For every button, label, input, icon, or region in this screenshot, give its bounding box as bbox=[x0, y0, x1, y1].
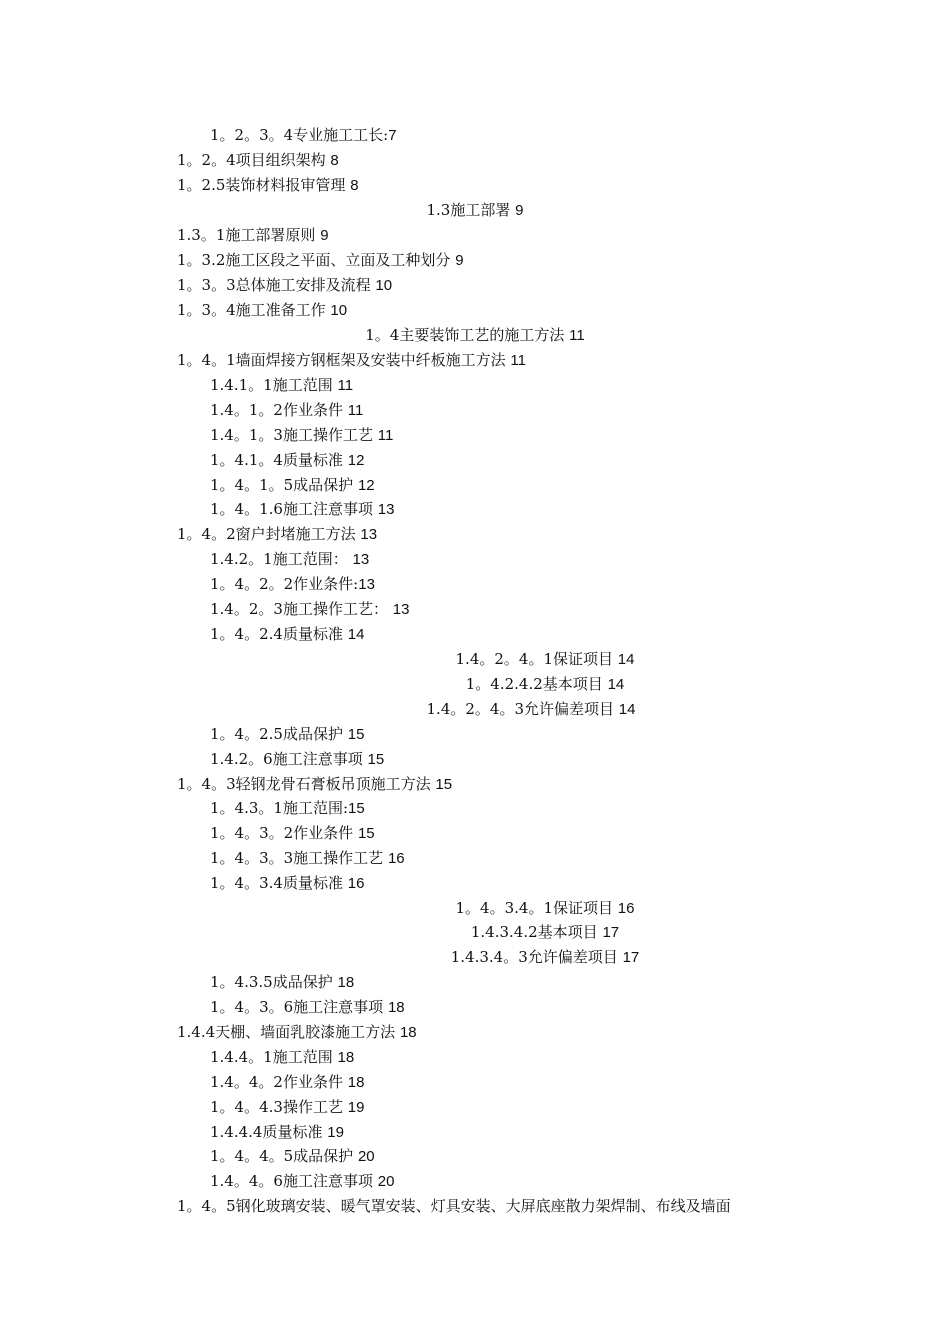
toc-entry-title: 1。4。3轻钢龙骨石膏板吊顶施工方法 bbox=[177, 775, 431, 793]
toc-page-number: 8 bbox=[330, 152, 339, 169]
toc-page-number: 12 bbox=[357, 477, 375, 494]
toc-entry-title: 1.4.2。6施工注意事项 bbox=[210, 750, 363, 768]
toc-entry-centered[interactable] bbox=[0, 898, 950, 919]
toc-entry-title: 1.4.3.4.2基本项目 bbox=[470, 923, 598, 941]
toc-page-number: 9 bbox=[455, 252, 464, 269]
toc-entry[interactable] bbox=[210, 873, 364, 894]
toc-entry-title: 1。4。3。3施工操作工艺 bbox=[210, 849, 384, 867]
toc-entry[interactable] bbox=[210, 1171, 394, 1192]
toc-entry-title: 1.4.2。1施工范围： bbox=[210, 550, 348, 568]
toc-page-number: 13 bbox=[392, 601, 410, 618]
toc-entry[interactable] bbox=[210, 425, 393, 446]
toc-entry-title: 1.4.4。1施工范围 bbox=[210, 1048, 333, 1066]
toc-entry-title: 1.4.4.4质量标准 bbox=[210, 1123, 323, 1141]
toc-page-number: 18 bbox=[337, 1049, 355, 1066]
toc-entry[interactable] bbox=[210, 599, 409, 620]
toc-page-number: 13 bbox=[352, 551, 370, 568]
toc-entry-title: 1。4.2.4.2基本项目 bbox=[465, 675, 603, 693]
toc-page-number: 10 bbox=[330, 302, 348, 319]
toc-page-number: 14 bbox=[617, 651, 635, 668]
toc-page-number: 19 bbox=[347, 1099, 365, 1116]
toc-page-number: 11 bbox=[510, 352, 526, 369]
toc-page-number: 17 bbox=[622, 949, 640, 966]
toc-entry-centered[interactable] bbox=[0, 649, 950, 670]
toc-page-number: 13 bbox=[377, 501, 395, 518]
toc-entry[interactable] bbox=[210, 375, 353, 396]
toc-entry-title: 1.3施工部署 bbox=[426, 201, 511, 219]
toc-entry[interactable] bbox=[210, 972, 354, 993]
toc-entry[interactable] bbox=[210, 1122, 344, 1143]
toc-entry[interactable] bbox=[210, 475, 375, 496]
toc-entry[interactable] bbox=[210, 1072, 364, 1093]
toc-entry-title: 1.4。4。6施工注意事项 bbox=[210, 1172, 373, 1190]
toc-entry-title: 1。3。3总体施工安排及流程 bbox=[177, 276, 371, 294]
toc-page-number: 16 bbox=[617, 900, 635, 917]
toc-entry-title: 1。4。2窗户封堵施工方法 bbox=[177, 525, 356, 543]
toc-page-number: 18 bbox=[387, 999, 405, 1016]
toc-entry-title: 1.4。2。4。1保证项目 bbox=[455, 650, 614, 668]
toc-entry-title: 1。4。3。2作业条件 bbox=[210, 824, 354, 842]
toc-page-number: 15 bbox=[357, 825, 375, 842]
toc-entry[interactable] bbox=[210, 125, 397, 146]
toc-entry-title: 1。4。2。2作业条件: bbox=[210, 575, 359, 593]
toc-entry[interactable] bbox=[177, 524, 377, 545]
toc-entry[interactable] bbox=[210, 823, 375, 844]
toc-entry-centered[interactable] bbox=[0, 699, 950, 720]
toc-entry[interactable] bbox=[177, 175, 359, 196]
toc-entry[interactable] bbox=[210, 724, 364, 745]
toc-entry-title: 1.4。4。2作业条件 bbox=[210, 1073, 343, 1091]
toc-entry-title: 1。3.2施工区段之平面、立面及工种划分 bbox=[177, 251, 451, 269]
toc-entry-title: 1。4。3.4质量标准 bbox=[210, 874, 343, 892]
toc-entry[interactable] bbox=[177, 225, 329, 246]
toc-entry[interactable] bbox=[177, 1196, 731, 1216]
toc-page-number: 18 bbox=[347, 1074, 365, 1091]
toc-entry-title: 1。4。3。6施工注意事项 bbox=[210, 998, 384, 1016]
toc-entry[interactable] bbox=[177, 150, 339, 171]
toc-entry[interactable] bbox=[210, 749, 384, 770]
toc-entry-section[interactable] bbox=[0, 200, 950, 221]
toc-entry-title: 1。4主要装饰工艺的施工方法 bbox=[365, 326, 565, 344]
toc-entry-title: 1.4。1。2作业条件 bbox=[210, 401, 343, 419]
toc-entry[interactable] bbox=[210, 549, 369, 570]
toc-entry[interactable] bbox=[210, 624, 364, 645]
toc-page-number: 11 bbox=[377, 427, 394, 444]
toc-entry[interactable] bbox=[210, 997, 405, 1018]
toc-entry-title: 1。4。1。5成品保护 bbox=[210, 476, 354, 494]
toc-entry-title: 1.4。2。4。3允许偏差项目 bbox=[426, 700, 615, 718]
toc-page-number: 16 bbox=[347, 875, 365, 892]
toc-entry[interactable] bbox=[210, 400, 363, 421]
toc-entry-title: 1.4.1。1施工范围 bbox=[210, 376, 333, 394]
toc-entry-title: 1。3。4施工准备工作 bbox=[177, 301, 326, 319]
toc-entry-title: 1。2。3。4专业施工工长: bbox=[210, 126, 389, 144]
toc-page-number: 12 bbox=[347, 452, 365, 469]
toc-entry[interactable] bbox=[210, 450, 364, 471]
toc-page-number: 11 bbox=[569, 327, 585, 344]
toc-entry-title: 1。4。3.4。1保证项目 bbox=[455, 899, 614, 917]
toc-entry[interactable] bbox=[177, 350, 526, 371]
toc-entry[interactable] bbox=[177, 275, 392, 296]
toc-entry-title: 1。2。4项目组织架构 bbox=[177, 151, 326, 169]
toc-entry-centered[interactable] bbox=[0, 922, 950, 943]
toc-page-number: 8 bbox=[350, 177, 359, 194]
toc-entry-title: 1。4。2.5成品保护 bbox=[210, 725, 343, 743]
toc-page-number: 13 bbox=[358, 576, 375, 593]
toc-page-number: 9 bbox=[515, 202, 524, 219]
toc-entry[interactable] bbox=[177, 300, 347, 321]
toc-page-number: 7 bbox=[388, 127, 397, 144]
toc-entry-title: 1。4.3.5成品保护 bbox=[210, 973, 333, 991]
toc-entry-title: 1。4。5钢化玻璃安装、暖气罩安装、灯具安装、大屏底座散力架焊制、布线及墙面 bbox=[177, 1197, 731, 1215]
toc-page-number: 13 bbox=[360, 526, 378, 543]
toc-page-number: 20 bbox=[357, 1148, 375, 1165]
toc-page-number: 15 bbox=[367, 751, 385, 768]
toc-entry[interactable] bbox=[210, 798, 365, 819]
toc-entry-title: 1。4。2.4质量标准 bbox=[210, 625, 343, 643]
toc-page-number: 14 bbox=[618, 701, 636, 718]
toc-entry[interactable] bbox=[210, 1146, 375, 1167]
toc-entry-section[interactable] bbox=[0, 325, 950, 346]
toc-entry[interactable] bbox=[177, 250, 464, 271]
toc-page-number: 14 bbox=[607, 676, 625, 693]
toc-entry-title: 1.4。2。3施工操作工艺： bbox=[210, 600, 388, 618]
toc-entry[interactable] bbox=[210, 1097, 364, 1118]
toc-entry-title: 1。4。1墙面焊接方钢框架及安装中纤板施工方法 bbox=[177, 351, 506, 369]
toc-entry-centered[interactable] bbox=[0, 674, 950, 695]
toc-page-number: 15 bbox=[435, 776, 453, 793]
toc-entry-title: 1。2.5装饰材料报审管理 bbox=[177, 176, 346, 194]
toc-entry-centered[interactable] bbox=[0, 947, 950, 968]
toc-entry-title: 1.4。1。3施工操作工艺 bbox=[210, 426, 373, 444]
toc-entry[interactable] bbox=[177, 1022, 417, 1043]
toc-page-number: 11 bbox=[337, 377, 354, 394]
toc-page-number: 9 bbox=[320, 227, 329, 244]
toc-entry[interactable] bbox=[210, 574, 375, 595]
toc-page-number: 20 bbox=[377, 1173, 395, 1190]
toc-page-number: 16 bbox=[387, 850, 405, 867]
toc-page-number: 18 bbox=[337, 974, 355, 991]
toc-entry-title: 1。4.1。4质量标准 bbox=[210, 451, 343, 469]
toc-page-number: 15 bbox=[347, 726, 365, 743]
toc-entry[interactable] bbox=[210, 848, 405, 869]
toc-page-number: 11 bbox=[347, 402, 364, 419]
toc-entry-title: 1.4.4天棚、墙面乳胶漆施工方法 bbox=[177, 1023, 396, 1041]
toc-page-number: 17 bbox=[602, 924, 620, 941]
toc-entry-title: 1。4.3。1施工范围: bbox=[210, 799, 348, 817]
toc-page-number: 14 bbox=[347, 626, 365, 643]
toc-page-number: 10 bbox=[375, 277, 393, 294]
toc-entry-title: 1。4。4.3操作工艺 bbox=[210, 1098, 343, 1116]
toc-entry[interactable] bbox=[177, 774, 452, 795]
toc-entry-title: 1.4.3.4。3允许偏差项目 bbox=[450, 948, 618, 966]
toc-entry-title: 1.3。1施工部署原则 bbox=[177, 226, 316, 244]
toc-entry[interactable] bbox=[210, 1047, 354, 1068]
toc-entry[interactable] bbox=[210, 499, 394, 520]
toc-page-number: 19 bbox=[327, 1124, 344, 1141]
toc-page-number: 18 bbox=[399, 1024, 417, 1041]
toc-entry-title: 1。4。1.6施工注意事项 bbox=[210, 500, 373, 518]
toc-page-number: 15 bbox=[348, 800, 365, 817]
toc-entry-title: 1。4。4。5成品保护 bbox=[210, 1147, 354, 1165]
